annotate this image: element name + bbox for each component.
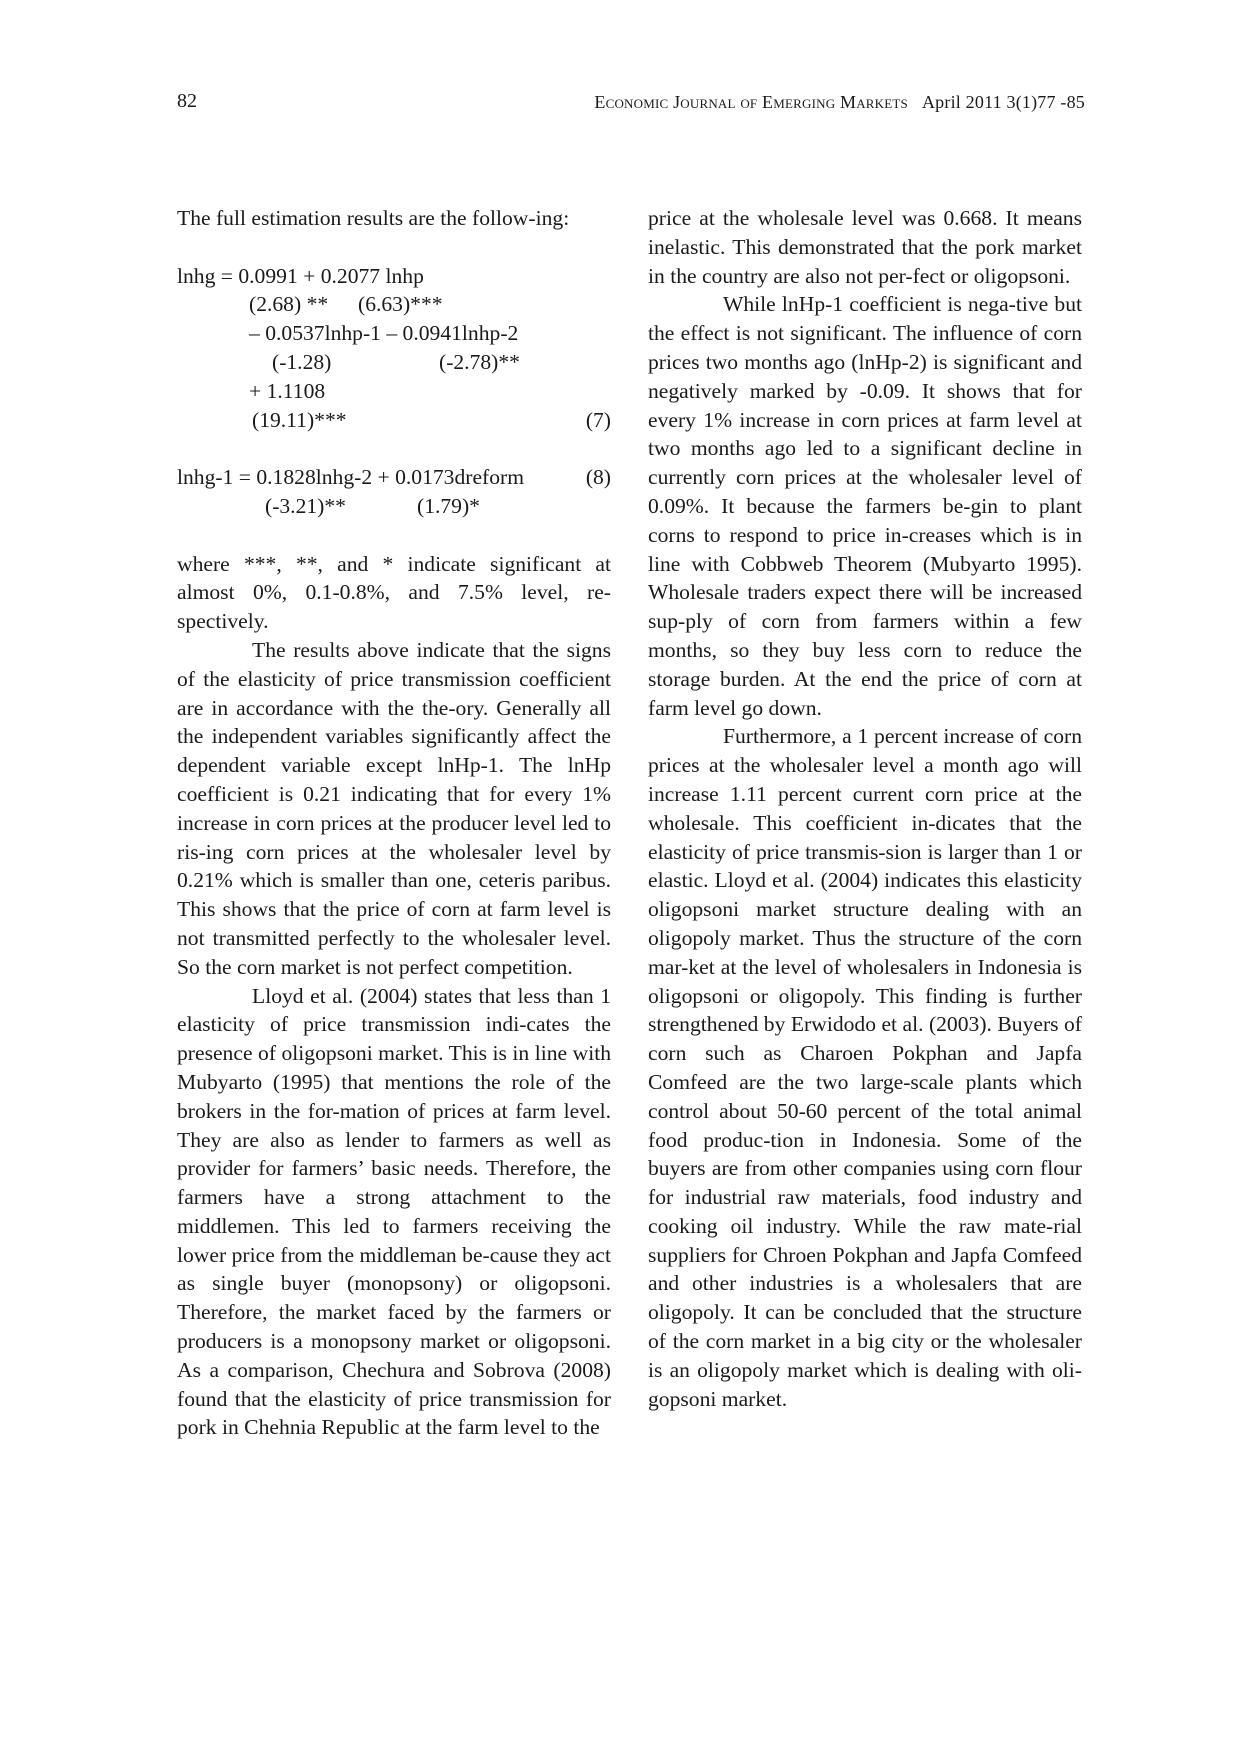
left-column xyxy=(177,204,611,1442)
eq8-tstat-2: (1.79)* xyxy=(417,493,480,518)
equation-7 xyxy=(177,262,611,435)
paragraph-wholesaler: Furthermore, a 1 percent increase of corn prices at the wholesaler level a month ago will increase 1.11 percent current corn price at the wholesale. This coefficient in-dicates that the elasticity of price transmis-sion is larger than 1 or elastic. Lloyd et al. (2004) indicates this elasticity oligopsoni market structure dealing with an oligopoly market. Thus the structure of the corn mar-ket at the level of wholesalers in Indonesia is oligopsoni or oligopoly. This finding is further strengthened by Erwidodo et al. (2003). Buyers of corn such as Charoen Pokphan and Japfa Comfeed are the two large-scale plants which control about 50-60 percent of the total animal food produc-tion in Indonesia. Some of the buyers are from other companies using corn flour for industrial raw materials, food industry and cooking oil industry. While the raw mate-rial suppliers for Chroen Pokphan and Japfa Comfeed and other industries is a wholesalers that are oligopoly. It can be concluded that the structure of the corn market in a big city or the wholesaler is an oligopoly market which is dealing with oli-gopsoni market. xyxy=(648,724,1082,1411)
eq7-constant: + 1.1108 xyxy=(249,378,326,403)
running-head xyxy=(594,92,1085,113)
eq7-tstat-2: (6.63)*** xyxy=(358,292,443,317)
intro-text: The full estimation results are the follow-ing: xyxy=(177,206,570,230)
journal-name: Economic Journal of Emerging Markets xyxy=(594,92,908,112)
eq7-number: (7) xyxy=(585,407,611,432)
equation-8 xyxy=(177,463,611,521)
eq7-line1: lnhg = 0.0991 + 0.2077 lnhp xyxy=(177,263,424,288)
eq7-tstat-1: (2.68) ** xyxy=(249,292,329,317)
eq7-tstat-3: (-1.28) xyxy=(272,349,332,374)
paragraph-continuation: price at the wholesale level was 0.668. It means inelastic. This demonstrated that the pork market in the country are also not per-fect or oligopsoni. xyxy=(648,206,1082,288)
issue-info: April 2011 3(1)77 -85 xyxy=(921,92,1085,112)
eq8-number: (8) xyxy=(585,465,611,490)
eq7-line3: – 0.0537lnhp-1 – 0.0941lnhp-2 xyxy=(249,321,519,346)
right-column xyxy=(648,204,1082,1413)
significance-note: where ***, **, and * indicate significant at almost 0%, 0.1-0.8%, and 7.5% level, re-spectively. xyxy=(177,551,611,634)
eq8-line1: lnhg-1 = 0.1828lnhg-2 + 0.0173dreform xyxy=(177,465,525,490)
page-number: 82 xyxy=(177,90,197,112)
paragraph-lnhp: While lnHp-1 coefficient is nega-tive but the effect is not significant. The influence of corn prices two months ago (lnHp-2) is significant and negatively marked by -0.09. It shows that for every 1% increase in corn prices at farm level at two months ago led to a significant decline in currently corn prices at the wholesaler level of 0.09%. It because the farmers be-gin to plant corns to respond to price in-creases which is in line with Cobbweb Theorem (Mubyarto 1995). Wholesale traders expect there will be increased sup-ply of corn from farmers within a few months, so they buy less corn to reduce the storage burden. At the end the price of corn at farm level go down. xyxy=(648,292,1082,720)
paragraph-results: The results above indicate that the signs of the elasticity of price transmission coefficient are in accordance with the the-ory. Generally all the independent variables significantly affect the dependent variable except lnHp-1. The lnHp coefficient is 0.21 indicating that for every 1% increase in corn prices at the producer level led to ris-ing corn prices at the wholesaler level by 0.21% which is smaller than one, ceteris paribus. This shows that the price of corn at farm level is not transmitted perfectly to the wholesaler level. So the corn market is not perfect competition. xyxy=(177,637,611,979)
eq8-tstat-1: (-3.21)** xyxy=(265,493,346,518)
eq7-tstat-4: (-2.78)** xyxy=(439,349,520,374)
paragraph-lloyd: Lloyd et al. (2004) states that less than 1 elasticity of price transmission indi-cates the presence of oligopsoni market. This is in line with Mubyarto (1995) that mentions the role of the brokers in the for-mation of prices at farm level. They are also as lender to farmers as well as provider for farmers’ basic needs. Therefore, the farmers have a strong attachment to the middlemen. This led to farmers receiving the lower price from the middleman be-cause they act as single buyer (monopsony) or oligopsoni. Therefore, the market faced by the farmers or producers is a monopsony market or oligopsoni. As a comparison, Chechura and Sobrova (2008) found that the elasticity of price transmission for pork in Chehnia Republic at the farm level to the xyxy=(177,983,611,1440)
eq7-tstat-5: (19.11)*** xyxy=(252,407,347,432)
